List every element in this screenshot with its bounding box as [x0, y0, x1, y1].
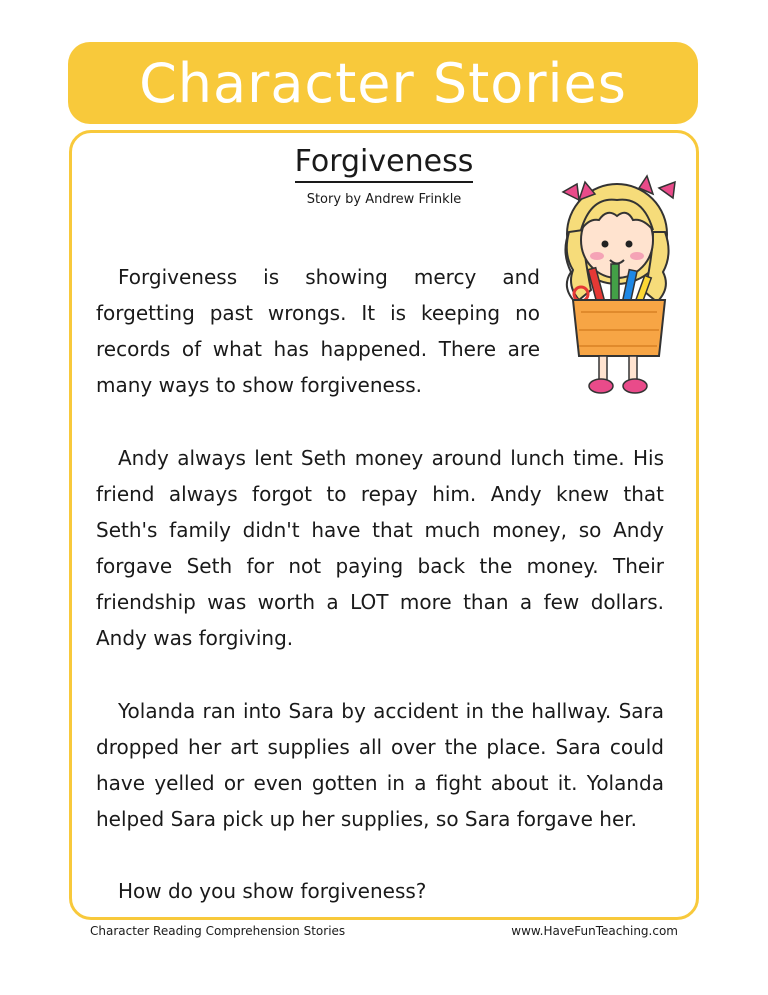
- story-byline: Story by Andrew Frinkle: [306, 192, 462, 207]
- footer-website-link[interactable]: www.HaveFunTeaching.com: [511, 924, 678, 938]
- paragraph-1-text: Forgiveness is showing mercy and forgetting past wrongs. It is keeping no records of what has happened. There are many ways to show forgiveness.: [96, 265, 540, 397]
- paragraph-1: [96, 259, 540, 403]
- title-banner: [68, 42, 698, 124]
- story-title-text: Forgiveness: [295, 144, 474, 183]
- page-title: Character Stories: [139, 51, 627, 115]
- paragraph-3: [96, 693, 664, 837]
- girl-with-art-supplies-icon: [555, 172, 685, 400]
- paragraph-4-text: How do you show forgiveness?: [118, 879, 427, 903]
- paragraph-3-text: Yolanda ran into Sara by accident in the hallway. Sara dropped her art supplies all over the place. Sara could have yelled or even gotten in a fight about it. Yolanda helped Sara pick up her supplies, so Sara forgave her.: [96, 699, 664, 831]
- footer-left-text: Character Reading Comprehension Stories: [90, 924, 346, 938]
- paragraph-2-text: Andy always lent Seth money around lunch time. His friend always forgot to repay him. Andy knew that Seth's family didn't have that much money, so Andy forgave Seth for not paying back the money. Their friendship was worth a LOT more than a few dollars. Andy was forgiving.: [96, 446, 664, 650]
- paragraph-4: [96, 873, 664, 909]
- paragraph-2: [96, 440, 664, 656]
